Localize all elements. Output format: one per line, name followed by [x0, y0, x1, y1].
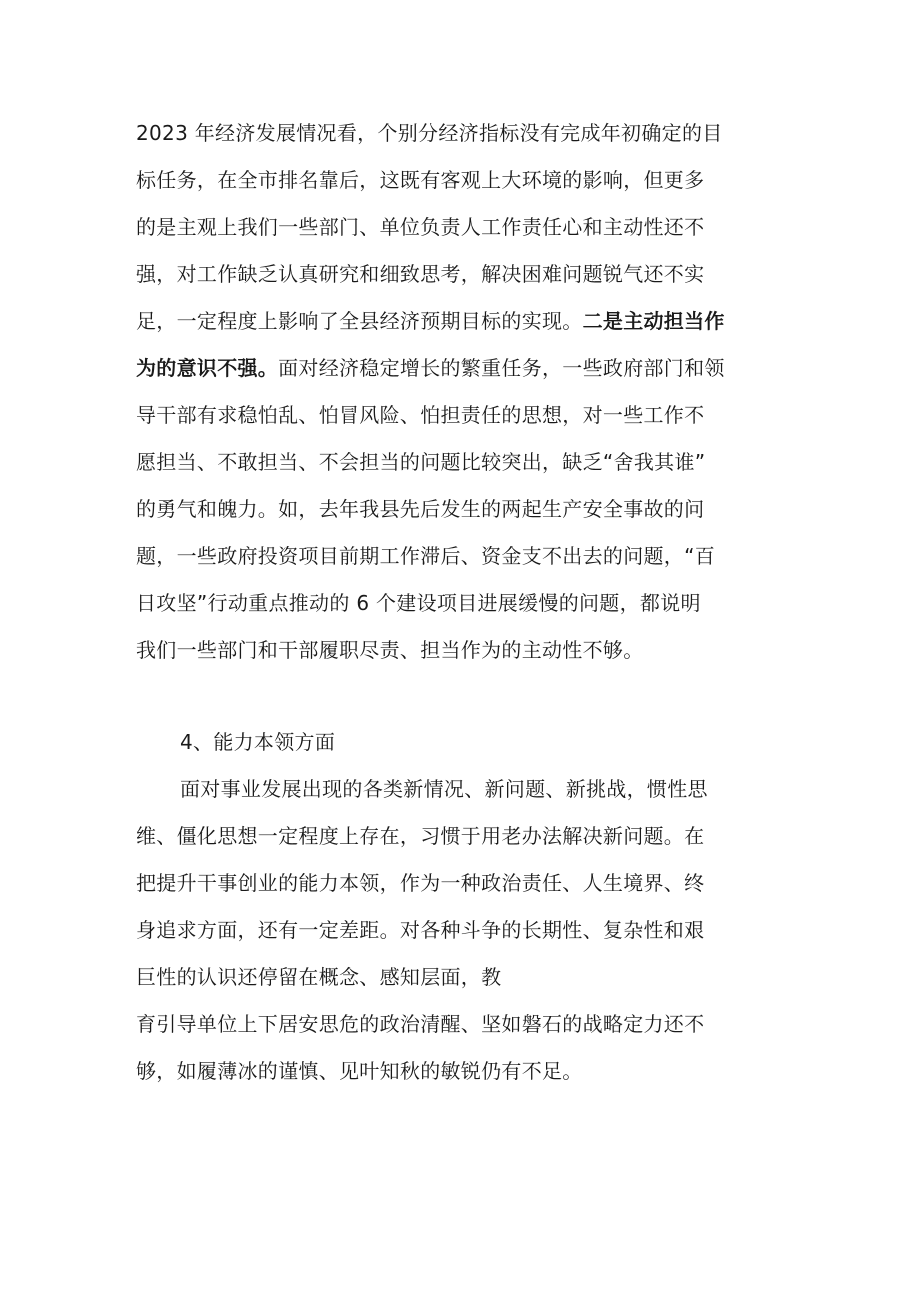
- paragraph1-line-5: [136, 306, 796, 336]
- paragraph1-line-6: [136, 353, 796, 383]
- section4-line-1: 面对事业发展出现的各类新情况、新问题、新挑战，惯性思: [180, 777, 708, 801]
- paragraph1-line-11: 日攻坚”行动重点推动的 6 个建设项目进展缓慢的问题，都说明: [136, 591, 701, 615]
- section4-line-4: 身追求方面，还有一定差距。对各种斗争的长期性、复杂性和艰: [136, 918, 705, 942]
- paragraph1-line-5-text: 足，一定程度上影响了全县经济预期目标的实现。: [136, 309, 583, 333]
- paragraph1-line-9: 的勇气和魄力。如，去年我县先后发生的两起生产安全事故的问: [136, 497, 705, 521]
- paragraph1-line-3: 的是主观上我们一些部门、单位负责人工作责任心和主动性还不: [136, 215, 705, 239]
- paragraph1-line-12: 我们一些部门和干部履职尽责、担当作为的主动性不够。: [136, 638, 644, 662]
- paragraph1-line-6-text: 面对经济稳定增长的繁重任务，一些政府部门和领: [278, 356, 725, 380]
- point-two-heading-start: 二是主动担当作: [582, 309, 725, 333]
- section4-line-2: 维、僵化思想一定程度上存在，习惯于用老办法解决新问题。在: [136, 824, 705, 848]
- paragraph1-line-4: 强，对工作缺乏认真研究和细致思考，解决困难问题锐气还不实: [136, 262, 705, 286]
- paragraph1-line-1: 2023 年经济发展情况看，个别分经济指标没有完成年初确定的目: [136, 121, 723, 145]
- paragraph1-line-7: 导干部有求稳怕乱、怕冒风险、怕担责任的思想，对一些工作不: [136, 403, 705, 427]
- paragraph1-line-10: 题，一些政府投资项目前期工作滞后、资金支不出去的问题，“百: [136, 544, 716, 568]
- section4-line-3: 把提升干事创业的能力本领，作为一种政治责任、人生境界、终: [136, 871, 705, 895]
- point-two-heading-end: 为的意识不强。: [136, 356, 279, 380]
- section4-line-7: 够，如履薄冰的谨慎、见叶知秋的敏锐仍有不足。: [136, 1059, 583, 1083]
- paragraph1-line-2: 标任务，在全市排名靠后，这既有客观上大环境的影响，但更多: [136, 168, 705, 192]
- section4-line-5: 巨性的认识还停留在概念、感知层面，教: [136, 965, 502, 989]
- section4-line-6: 育引导单位上下居安思危的政治清醒、坚如磐石的战略定力还不: [136, 1012, 705, 1036]
- paragraph1-line-8: 愿担当、不敢担当、不会担当的问题比较突出，缺乏“舍我其谁”: [136, 450, 706, 474]
- section-4-heading: 4、能力本领方面: [180, 730, 336, 754]
